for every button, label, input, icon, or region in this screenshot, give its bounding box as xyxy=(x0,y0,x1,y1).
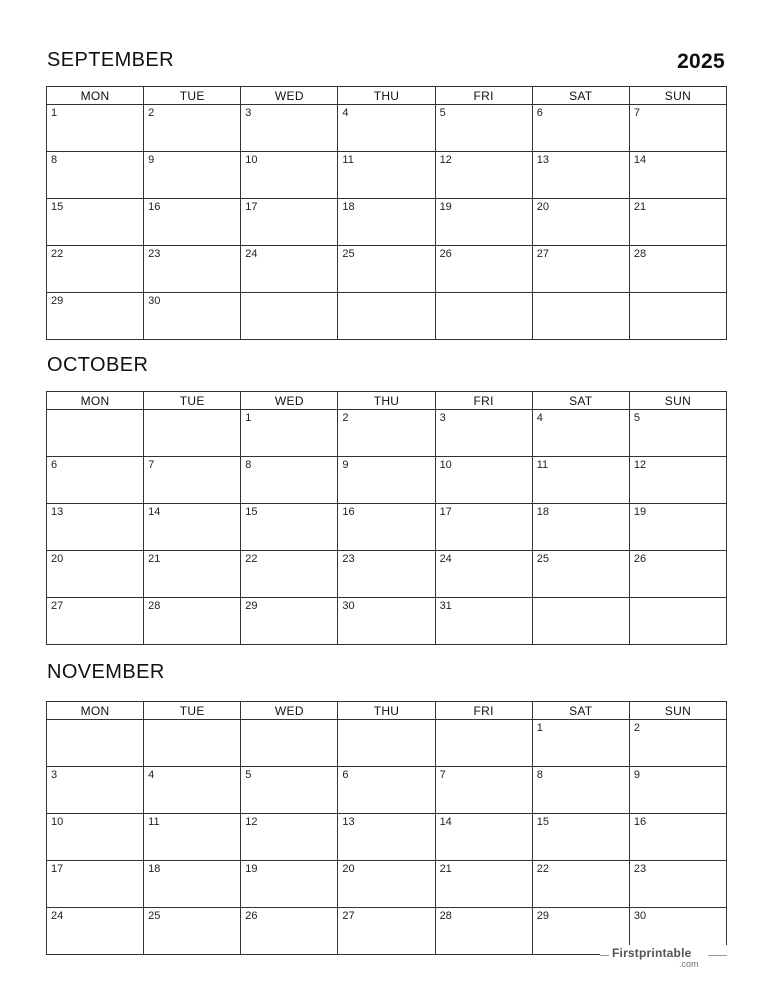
day-cell xyxy=(47,457,144,504)
empty-day-cell xyxy=(629,598,726,645)
day-number: 29 xyxy=(245,600,258,612)
day-cell xyxy=(435,767,532,814)
day-cell xyxy=(47,152,144,199)
week-row xyxy=(47,551,727,598)
day-number: 4 xyxy=(342,107,349,119)
day-number: 9 xyxy=(633,769,640,781)
day-cell xyxy=(144,814,241,861)
day-number: 24 xyxy=(439,553,452,565)
day-number: 5 xyxy=(439,107,446,119)
day-number: 16 xyxy=(148,201,161,213)
empty-day-cell xyxy=(47,410,144,457)
day-number: 24 xyxy=(51,910,64,922)
day-number: 10 xyxy=(245,154,258,166)
day-number: 6 xyxy=(536,107,543,119)
week-row xyxy=(47,105,727,152)
weekday-header: MON xyxy=(47,392,144,410)
month-title: NOVEMBER xyxy=(47,661,165,683)
day-cell xyxy=(144,105,241,152)
weekday-header-row xyxy=(47,392,727,410)
day-cell xyxy=(144,598,241,645)
day-number: 13 xyxy=(51,506,64,518)
weekday-header: FRI xyxy=(435,702,532,720)
day-number: 15 xyxy=(245,506,258,518)
day-number: 5 xyxy=(633,412,640,424)
day-number: 2 xyxy=(148,107,155,119)
week-row xyxy=(47,504,727,551)
day-number: 22 xyxy=(536,863,549,875)
day-number: 25 xyxy=(536,553,549,565)
day-cell xyxy=(144,504,241,551)
week-row xyxy=(47,814,727,861)
day-number: 5 xyxy=(245,769,252,781)
day-cell xyxy=(338,908,435,955)
day-cell xyxy=(532,720,629,767)
month-title: SEPTEMBER xyxy=(47,49,174,71)
day-number: 6 xyxy=(342,769,349,781)
day-cell xyxy=(532,410,629,457)
day-number: 28 xyxy=(148,600,161,612)
day-number: 14 xyxy=(148,506,161,518)
empty-day-cell xyxy=(338,720,435,767)
day-cell xyxy=(47,767,144,814)
day-number: 16 xyxy=(633,816,647,828)
day-cell xyxy=(629,152,726,199)
day-cell xyxy=(435,861,532,908)
weekday-header: THU xyxy=(338,87,435,105)
day-number: 15 xyxy=(51,201,64,213)
day-cell xyxy=(241,814,338,861)
day-number: 21 xyxy=(439,863,452,875)
day-number: 12 xyxy=(633,459,647,471)
day-cell xyxy=(338,861,435,908)
day-number: 26 xyxy=(439,248,452,260)
day-number: 13 xyxy=(536,154,549,166)
day-cell xyxy=(47,293,144,340)
day-cell xyxy=(47,908,144,955)
weekday-header: SAT xyxy=(532,87,629,105)
day-number: 18 xyxy=(148,863,161,875)
day-number: 12 xyxy=(439,154,452,166)
day-cell xyxy=(338,598,435,645)
day-number: 19 xyxy=(439,201,452,213)
weekday-header: SAT xyxy=(532,702,629,720)
day-number: 9 xyxy=(148,154,155,166)
day-number: 17 xyxy=(439,506,452,518)
weekday-header: THU xyxy=(338,702,435,720)
brand-name: Firstprintable xyxy=(612,946,692,960)
day-cell xyxy=(629,767,726,814)
day-number: 30 xyxy=(633,910,647,922)
day-number: 9 xyxy=(342,459,349,471)
day-cell xyxy=(338,246,435,293)
day-cell xyxy=(435,598,532,645)
month-grid xyxy=(46,701,727,955)
day-cell xyxy=(241,908,338,955)
brand-rule-right xyxy=(708,955,727,956)
day-cell xyxy=(241,410,338,457)
day-cell xyxy=(241,598,338,645)
day-cell xyxy=(144,551,241,598)
day-cell xyxy=(629,457,726,504)
empty-day-cell xyxy=(144,720,241,767)
day-number: 23 xyxy=(342,553,355,565)
day-number: 11 xyxy=(536,459,549,471)
brand-rule-left xyxy=(600,955,609,956)
day-number: 29 xyxy=(51,295,64,307)
year-label: 2025 xyxy=(677,50,725,73)
day-number: 10 xyxy=(51,816,64,828)
weekday-header: TUE xyxy=(144,702,241,720)
day-cell xyxy=(532,504,629,551)
day-number: 8 xyxy=(245,459,252,471)
day-cell xyxy=(241,152,338,199)
day-number: 27 xyxy=(51,600,64,612)
week-row xyxy=(47,598,727,645)
day-cell xyxy=(532,551,629,598)
month-grid xyxy=(46,391,727,645)
day-cell xyxy=(47,598,144,645)
day-cell xyxy=(241,246,338,293)
month-title: OCTOBER xyxy=(47,354,149,376)
weekday-header: WED xyxy=(241,87,338,105)
day-cell xyxy=(629,504,726,551)
weekday-header: FRI xyxy=(435,392,532,410)
day-cell xyxy=(47,105,144,152)
day-cell xyxy=(241,861,338,908)
day-cell xyxy=(144,457,241,504)
day-cell xyxy=(338,551,435,598)
day-number: 29 xyxy=(536,910,549,922)
day-cell xyxy=(47,551,144,598)
day-number: 3 xyxy=(51,769,58,781)
weekday-header: MON xyxy=(47,702,144,720)
day-cell xyxy=(47,861,144,908)
day-cell xyxy=(435,504,532,551)
weekday-header-row xyxy=(47,702,727,720)
brand-domain: .com xyxy=(679,959,699,969)
weekday-header: FRI xyxy=(435,87,532,105)
day-cell xyxy=(241,504,338,551)
weekday-header: MON xyxy=(47,87,144,105)
weekday-header: THU xyxy=(338,392,435,410)
day-cell xyxy=(338,105,435,152)
empty-day-cell xyxy=(435,293,532,340)
day-number: 12 xyxy=(245,816,258,828)
day-cell xyxy=(144,767,241,814)
empty-day-cell xyxy=(532,293,629,340)
week-row xyxy=(47,246,727,293)
empty-day-cell xyxy=(435,720,532,767)
day-number: 26 xyxy=(633,553,647,565)
day-cell xyxy=(241,105,338,152)
day-number: 27 xyxy=(536,248,549,260)
day-number: 1 xyxy=(536,722,543,734)
day-number: 1 xyxy=(245,412,252,424)
day-cell xyxy=(47,199,144,246)
empty-day-cell xyxy=(629,293,726,340)
week-row xyxy=(47,457,727,504)
day-cell xyxy=(144,246,241,293)
empty-day-cell xyxy=(47,720,144,767)
day-number: 19 xyxy=(245,863,258,875)
day-cell xyxy=(532,767,629,814)
day-cell xyxy=(338,199,435,246)
empty-day-cell xyxy=(532,598,629,645)
day-number: 6 xyxy=(51,459,58,471)
day-number: 19 xyxy=(633,506,647,518)
weekday-header-row xyxy=(47,87,727,105)
day-number: 30 xyxy=(148,295,161,307)
day-cell xyxy=(629,199,726,246)
empty-day-cell xyxy=(338,293,435,340)
day-number: 8 xyxy=(536,769,543,781)
day-cell xyxy=(338,410,435,457)
day-cell xyxy=(532,814,629,861)
day-cell xyxy=(435,105,532,152)
day-cell xyxy=(532,105,629,152)
day-cell xyxy=(338,504,435,551)
day-number: 20 xyxy=(342,863,355,875)
day-cell xyxy=(435,410,532,457)
day-number: 28 xyxy=(439,910,452,922)
day-number: 25 xyxy=(148,910,161,922)
day-number: 13 xyxy=(342,816,355,828)
day-number: 27 xyxy=(342,910,355,922)
day-cell xyxy=(532,457,629,504)
day-number: 4 xyxy=(148,769,155,781)
day-number: 2 xyxy=(633,722,640,734)
day-cell xyxy=(532,246,629,293)
day-number: 28 xyxy=(633,248,647,260)
day-number: 10 xyxy=(439,459,452,471)
day-cell xyxy=(629,410,726,457)
day-cell xyxy=(435,199,532,246)
day-cell xyxy=(629,105,726,152)
day-cell xyxy=(629,814,726,861)
day-number: 23 xyxy=(633,863,647,875)
day-cell xyxy=(532,861,629,908)
weekday-header: WED xyxy=(241,392,338,410)
day-cell xyxy=(629,246,726,293)
day-number: 1 xyxy=(51,107,58,119)
day-number: 14 xyxy=(633,154,647,166)
day-cell xyxy=(144,199,241,246)
day-cell xyxy=(629,720,726,767)
day-number: 31 xyxy=(439,600,452,612)
day-cell xyxy=(241,551,338,598)
day-number: 18 xyxy=(342,201,355,213)
week-row xyxy=(47,410,727,457)
day-number: 2 xyxy=(342,412,349,424)
day-cell xyxy=(144,861,241,908)
day-number: 4 xyxy=(536,412,543,424)
week-row xyxy=(47,293,727,340)
weekday-header: TUE xyxy=(144,87,241,105)
day-cell xyxy=(144,152,241,199)
week-row xyxy=(47,199,727,246)
day-number: 3 xyxy=(245,107,252,119)
day-cell xyxy=(629,861,726,908)
weekday-header: TUE xyxy=(144,392,241,410)
day-cell xyxy=(338,767,435,814)
day-number: 26 xyxy=(245,910,258,922)
day-number: 21 xyxy=(633,201,647,213)
day-cell xyxy=(241,767,338,814)
weekday-header: SUN xyxy=(629,87,726,105)
empty-day-cell xyxy=(241,720,338,767)
day-number: 22 xyxy=(51,248,64,260)
brand-watermark xyxy=(600,945,730,975)
day-cell xyxy=(435,246,532,293)
weekday-header: WED xyxy=(241,702,338,720)
day-cell xyxy=(144,908,241,955)
day-number: 20 xyxy=(51,553,64,565)
week-row xyxy=(47,861,727,908)
day-cell xyxy=(435,551,532,598)
day-cell xyxy=(144,293,241,340)
day-number: 23 xyxy=(148,248,161,260)
day-number: 8 xyxy=(51,154,58,166)
weekday-header: SUN xyxy=(629,392,726,410)
day-cell xyxy=(338,814,435,861)
day-number: 20 xyxy=(536,201,549,213)
day-number: 11 xyxy=(342,154,354,166)
day-cell xyxy=(47,504,144,551)
day-number: 22 xyxy=(245,553,258,565)
day-cell xyxy=(532,152,629,199)
day-number: 16 xyxy=(342,506,355,518)
day-cell xyxy=(435,814,532,861)
day-number: 30 xyxy=(342,600,355,612)
day-number: 14 xyxy=(439,816,452,828)
month-grid xyxy=(46,86,727,340)
week-row xyxy=(47,767,727,814)
day-number: 25 xyxy=(342,248,355,260)
day-cell xyxy=(47,814,144,861)
day-number: 11 xyxy=(148,816,160,828)
day-cell xyxy=(241,199,338,246)
day-cell xyxy=(241,457,338,504)
week-row xyxy=(47,720,727,767)
day-number: 18 xyxy=(536,506,549,518)
day-number: 24 xyxy=(245,248,258,260)
day-number: 3 xyxy=(439,412,446,424)
week-row xyxy=(47,152,727,199)
day-number: 17 xyxy=(245,201,258,213)
empty-day-cell xyxy=(241,293,338,340)
day-cell xyxy=(338,457,435,504)
day-number: 7 xyxy=(148,459,155,471)
day-cell xyxy=(435,908,532,955)
empty-day-cell xyxy=(144,410,241,457)
day-number: 17 xyxy=(51,863,64,875)
day-cell xyxy=(532,199,629,246)
weekday-header: SUN xyxy=(629,702,726,720)
day-number: 7 xyxy=(633,107,640,119)
day-cell xyxy=(435,457,532,504)
day-cell xyxy=(629,551,726,598)
day-cell xyxy=(338,152,435,199)
day-number: 7 xyxy=(439,769,446,781)
day-cell xyxy=(435,152,532,199)
day-number: 15 xyxy=(536,816,549,828)
day-number: 21 xyxy=(148,553,161,565)
day-cell xyxy=(47,246,144,293)
weekday-header: SAT xyxy=(532,392,629,410)
